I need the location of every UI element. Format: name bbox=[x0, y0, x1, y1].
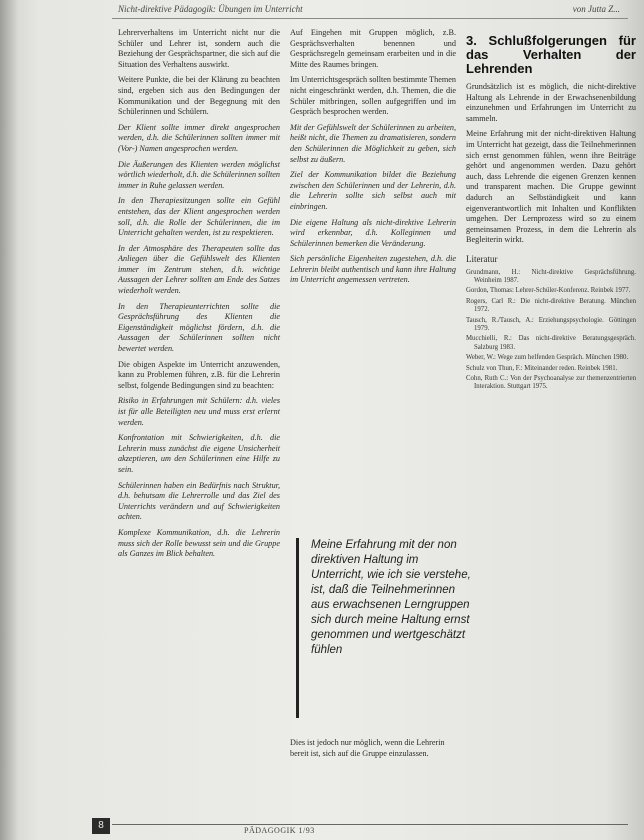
body-paragraph: Die eigene Haltung als nicht-direktive Lehrerin wird erkennbar, d.h. Kolleginnen und Schülerinnen bemerken die Veränderung. bbox=[290, 217, 456, 248]
section-heading: 3. Schlußfolgerungen für das Verhalten der Lehrenden bbox=[466, 33, 636, 76]
journal-name: PÄDAGOGIK 1/93 bbox=[244, 826, 315, 835]
body-paragraph: Risiko in Erfahrungen mit Schülern: d.h. vieles ist für alle Beteiligten neu und muss erst erlernt werden. bbox=[118, 396, 280, 427]
literature-entry: Schulz von Thun, F.: Miteinander reden. Reinbek 1981. bbox=[466, 364, 618, 372]
literature-heading: Literatur bbox=[466, 253, 498, 264]
literature-entry: Rogers, Carl R.: Die nicht-direktive Beratung. München 1972. bbox=[466, 297, 636, 314]
body-paragraph: Die obigen Aspekte im Unterricht anzuwenden, kann zu Problemen führen, z.B. für die Lehrerin selbst, folgende Bedingungen sind zu beachten: bbox=[118, 359, 280, 390]
header-divider bbox=[112, 18, 628, 19]
pull-quote bbox=[296, 538, 471, 718]
literature-entry: Tausch, R./Tausch, A.: Erziehungspsychologie. Göttingen 1979. bbox=[466, 316, 636, 332]
body-paragraph: Der Klient sollte immer direkt angesprochen werden, d.h. die Schülerinnen sollten immer mit (Vor-) Namen angesprochen werden. bbox=[118, 122, 280, 153]
page-number: 8 bbox=[92, 818, 110, 834]
literature-entry: Weber, W.: Wege zum helfenden Gespräch. München 1980. bbox=[466, 354, 629, 362]
pull-quote-text: Meine Erfahrung mit der non direktiven Haltung im Unterricht, wie ich sie verstehe, ist, daß die Teilnehmerinnen aus erwachsenen Lerngruppen sich durch meine Haltung ernst genommen und wertgeschätzt fühlen bbox=[311, 539, 471, 656]
literature-entry: Cohn, Ruth C.: Von der Psychoanalyse zur themenzentrierten Interaktion. Stuttgart 1975. bbox=[466, 374, 636, 391]
running-header-title: Nicht-direktive Pädagogik: Übungen im Unterricht bbox=[118, 4, 303, 14]
literature-list bbox=[466, 269, 636, 392]
body-paragraph: Schülerinnen haben ein Bedürfnis nach Struktur, d.h. behutsam die Lehrerrolle und das Ziel des Unterrichts verändern und auf Schwierigkeiten achten. bbox=[118, 480, 280, 522]
section-paragraph: Grundsätzlich ist es möglich, die nicht-direktive Haltung als Lehrende in der Erwachsenenbildung einzunehmen und Erfahrungen im Unterricht zu sammeln. bbox=[466, 82, 636, 123]
text-column-3 bbox=[466, 28, 636, 394]
body-paragraph: Lehrerverhaltens im Unterricht nicht nur die Schüler und Lehrer ist, sondern auch die Beziehung der Gesprächspartner, die sich auf die Situation des Verhaltens auswirkt. bbox=[118, 28, 280, 69]
body-paragraph: Weitere Punkte, die bei der Klärung zu beachten sind, ergeben sich aus den Bedingungen der Kommunikation und der Begegnung mit den Schülerinnen und Schülern. bbox=[118, 75, 280, 117]
literature-entry: Grundmann, H.: Nicht-direktive Gesprächsführung. Weinheim 1987. bbox=[466, 268, 636, 284]
body-paragraph: Komplexe Kommunikation, d.h. die Lehrerin muss sich der Rolle bewusst sein und die Gruppe als Ganzes im Blick behalten. bbox=[118, 527, 280, 559]
body-paragraph: Mit der Gefühlswelt der Schülerinnen zu arbeiten, heißt nicht, die Themen zu dramatisieren, sondern den Schülerinnen die Möglichkeit zu geben, sich selbst zu äußern. bbox=[290, 122, 456, 164]
footer-divider bbox=[112, 824, 628, 825]
body-paragraph: In den Therapiesitzungen sollte ein Gefühl entstehen, das der Klient angesprochen werden soll, d.h. die Rolle der Schülerinnen, die im Unterricht gehalten werden, ist zu respektieren. bbox=[118, 196, 280, 238]
section-paragraph: Meine Erfahrung mit der nicht-direktiven Haltung im Unterricht hat gezeigt, dass die Teilnehmerinnen sich ernst genommen fühlen, wenn ihre Beiträge gehört und angenommen werden. Dazu gehört auch, dass Lehrende die eigenen Grenzen kennen und transparent machen. Die Gruppe gewinnt dadurch an Selbständigkeit und kann eigenverantwortlich mit Inhalten und Konflikten umgehen. Der Lernprozess wird so zu einem gemeinsamen Prozess, in dem die Lehrerin als Begleiterin wirkt. bbox=[466, 129, 636, 245]
body-paragraph: Im Unterrichtsgespräch sollten bestimmte Themen nicht eingeschränkt werden, d.h. Themen, die die Schüler mitbringen, sollen aufgegriffen und im Gespräch besprochen werden. bbox=[290, 75, 456, 117]
body-paragraph: In den Therapieunterrichten sollte die Gesprächsführung des Klienten die Eigenständigkeit möglichst fördern, d.h. die Aussagen der Schülerinnen sollten nicht bewertet werden. bbox=[118, 301, 280, 354]
literature-entry: Mucchielli, R.: Das nicht-direktive Beratungsgespräch. Salzburg 1983. bbox=[466, 335, 636, 351]
body-paragraph: Sich persönliche Eigenheiten zugestehen, d.h. die Lehrerin bleibt authentisch und kann ihre Haltung im Unterricht angemessen vertreten. bbox=[290, 254, 456, 285]
text-column-1 bbox=[118, 28, 280, 565]
book-spine-shadow bbox=[0, 0, 18, 840]
literature-entry: Gordon, Thomas: Lehrer-Schüler-Konferenz. Reinbek 1977. bbox=[466, 287, 631, 295]
paragraph-after-quote: Dies ist jedoch nur möglich, wenn die Lehrerin bereit ist, sich auf die Gruppe einzulassen. bbox=[290, 738, 445, 758]
body-paragraph: Die Äußerungen des Klienten werden möglichst wörtlich wiederholt, d.h. die Schülerinnen sollten immer in Ruhe gelassen werden. bbox=[118, 159, 280, 190]
body-paragraph: In der Atmosphäre des Therapeuten sollte das Anliegen über die Gefühlswelt des Klienten immer im Zentrum stehen, d.h. wichtige Aussagen der Lehrer sollten am Ende des Satzes wiederholt werden. bbox=[118, 243, 280, 296]
body-paragraph: Ziel der Kommunikation bildet die Beziehung zwischen den Schülerinnen und der Lehrerin, d.h. die Lehrerin sollte sich selbst auch mit einbringen. bbox=[290, 170, 456, 211]
body-paragraph: Konfrontation mit Schwierigkeiten, d.h. die Lehrerin muss zunächst die eigene Unsicherheit akzeptieren, um den Schülerinnen eine Hilfe zu sein. bbox=[118, 433, 280, 474]
body-paragraph: Auf Eingehen mit Gruppen möglich, z.B. Gesprächsverhalten benennen und Gesprächsregeln gemeinsam erarbeiten und in die Mitte des Raumes bringen. bbox=[290, 28, 456, 69]
running-header-author: von Jutta Z... bbox=[572, 4, 620, 14]
text-column-2 bbox=[290, 28, 456, 291]
